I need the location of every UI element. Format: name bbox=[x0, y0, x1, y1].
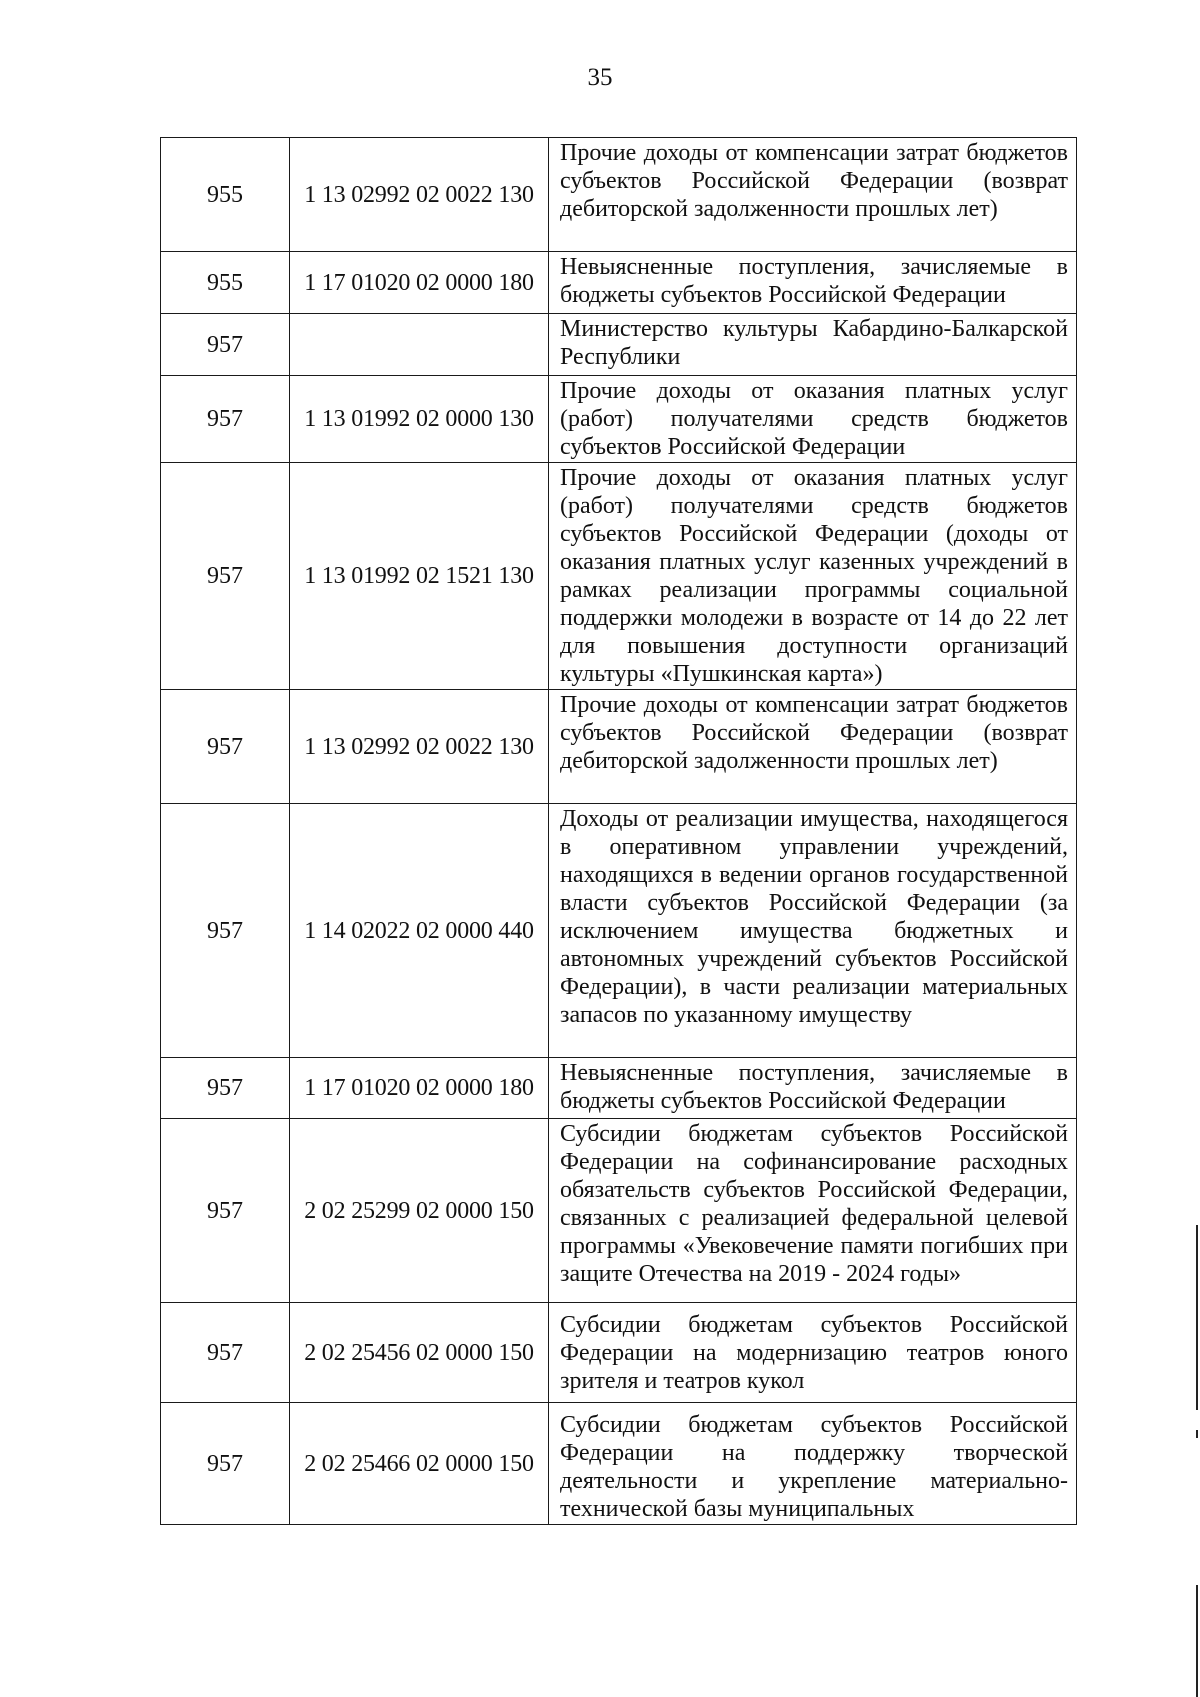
description-cell: Невыясненные поступления, зачисляемые в бюджеты субъектов Российской Федерации bbox=[549, 1058, 1077, 1119]
description-cell: Прочие доходы от оказания платных услуг (работ) получателями средств бюджетов субъектов Российской Федерации (доходы от оказания платных услуг казенных учреждений в рамках реализации программы социальной поддержки молодежи в возрасте от 14 до 22 лет для повышения доступности организаций культуры «Пушкинская карта») bbox=[549, 463, 1077, 690]
scan-edge-mark bbox=[1196, 1225, 1198, 1410]
table-row bbox=[161, 252, 1077, 314]
description-cell: Министерство культуры Кабардино-Балкарской Республики bbox=[549, 314, 1077, 376]
table-body bbox=[161, 138, 1077, 1525]
table-row bbox=[161, 463, 1077, 690]
description-cell: Прочие доходы от компенсации затрат бюджетов субъектов Российской Федерации (возврат дебиторской задолженности прошлых лет) bbox=[549, 690, 1077, 804]
admin-code-cell: 955 bbox=[161, 138, 290, 252]
classification-code-cell: 1 13 01992 02 0000 130 bbox=[290, 376, 549, 463]
admin-code-cell: 957 bbox=[161, 690, 290, 804]
table-row bbox=[161, 376, 1077, 463]
admin-code-cell: 955 bbox=[161, 252, 290, 314]
admin-code-cell: 957 bbox=[161, 804, 290, 1058]
admin-code-cell: 957 bbox=[161, 376, 290, 463]
table-row bbox=[161, 138, 1077, 252]
table-row bbox=[161, 1303, 1077, 1403]
page-number: 35 bbox=[587, 64, 613, 91]
admin-code-cell: 957 bbox=[161, 1403, 290, 1525]
table-row bbox=[161, 690, 1077, 804]
scan-edge-mark bbox=[1196, 1585, 1198, 1697]
classification-code-cell: 1 14 02022 02 0000 440 bbox=[290, 804, 549, 1058]
classification-code-cell: 1 13 02992 02 0022 130 bbox=[290, 138, 549, 252]
table-row bbox=[161, 1403, 1077, 1525]
classification-code-cell: 2 02 25466 02 0000 150 bbox=[290, 1403, 549, 1525]
admin-code-cell: 957 bbox=[161, 1303, 290, 1403]
description-cell: Субсидии бюджетам субъектов Российской Федерации на софинансирование расходных обязательств субъектов Российской Федерации, связанных с реализацией федеральной целевой программы «Увековечение памяти погибших при защите Отечества на 2019 - 2024 годы» bbox=[549, 1119, 1077, 1303]
admin-code-cell: 957 bbox=[161, 1119, 290, 1303]
description-cell: Прочие доходы от оказания платных услуг (работ) получателями средств бюджетов субъектов Российской Федерации bbox=[549, 376, 1077, 463]
description-cell: Прочие доходы от компенсации затрат бюджетов субъектов Российской Федерации (возврат дебиторской задолженности прошлых лет) bbox=[549, 138, 1077, 252]
classification-code-cell: 2 02 25299 02 0000 150 bbox=[290, 1119, 549, 1303]
admin-code-cell: 957 bbox=[161, 1058, 290, 1119]
table-row bbox=[161, 314, 1077, 376]
classification-code-cell: 1 17 01020 02 0000 180 bbox=[290, 252, 549, 314]
admin-code-cell: 957 bbox=[161, 314, 290, 376]
description-cell: Доходы от реализации имущества, находящегося в оперативном управлении учреждений, находящихся в ведении органов государственной власти субъектов Российской Федерации (за исключением имущества бюджетных и автономных учреждений субъектов Российской Федерации), в части реализации материальных запасов по указанному имуществу bbox=[549, 804, 1077, 1058]
classification-code-cell: 2 02 25456 02 0000 150 bbox=[290, 1303, 549, 1403]
classification-code-cell: 1 13 02992 02 0022 130 bbox=[290, 690, 549, 804]
table-row bbox=[161, 1058, 1077, 1119]
description-cell: Невыясненные поступления, зачисляемые в бюджеты субъектов Российской Федерации bbox=[549, 252, 1077, 314]
table-row bbox=[161, 1119, 1077, 1303]
classification-code-cell: 1 13 01992 02 1521 130 bbox=[290, 463, 549, 690]
description-cell: Субсидии бюджетам субъектов Российской Федерации на поддержку творческой деятельности и укрепление материально-технической базы муниципальных bbox=[549, 1403, 1077, 1525]
revenue-codes-table bbox=[160, 137, 1077, 1525]
description-cell: Субсидии бюджетам субъектов Российской Федерации на модернизацию театров юного зрителя и театров кукол bbox=[549, 1303, 1077, 1403]
classification-code-cell bbox=[290, 314, 549, 376]
classification-code-cell: 1 17 01020 02 0000 180 bbox=[290, 1058, 549, 1119]
table-row bbox=[161, 804, 1077, 1058]
scan-edge-mark bbox=[1196, 1430, 1198, 1438]
admin-code-cell: 957 bbox=[161, 463, 290, 690]
